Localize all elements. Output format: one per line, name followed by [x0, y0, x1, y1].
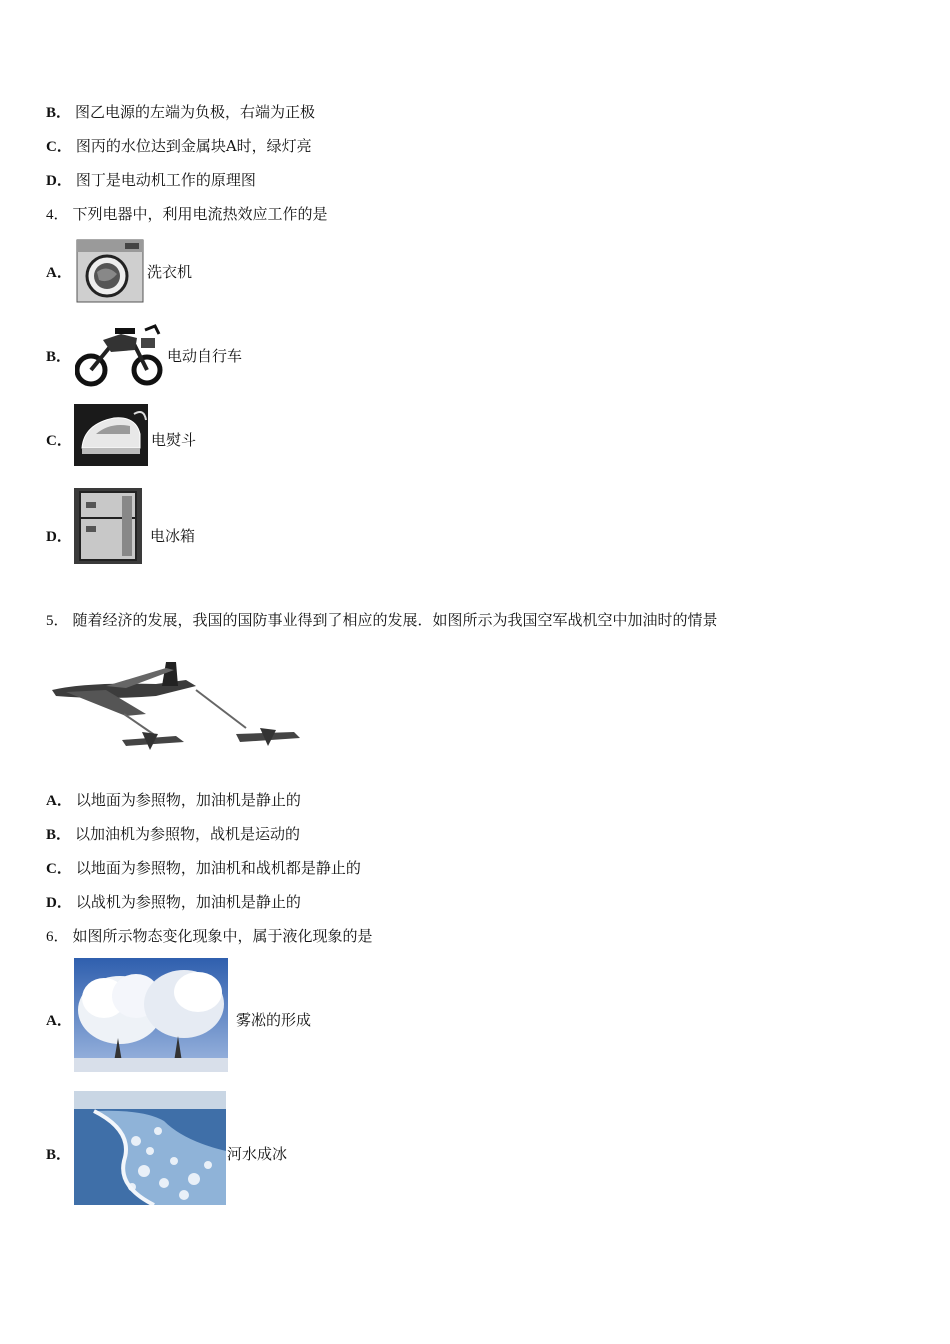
q6-option-a-letter [46, 1010, 76, 1031]
q5-option-d [46, 892, 301, 913]
option-text: 以地面为参照物，加油机和战机都是静止的 [75, 859, 361, 877]
option-text: 以加油机为参照物，战机是运动的 [75, 825, 301, 843]
option-letter: A． [46, 265, 72, 281]
aerial-refueling-image [46, 656, 304, 756]
washing-machine-image [75, 238, 145, 304]
q4-option-c-letter [46, 430, 76, 451]
refrigerator-image [74, 488, 142, 564]
q3-option-b [46, 102, 315, 123]
question-text: 如图所示物态变化现象中，属于液化现象的是 [72, 927, 373, 945]
rime-trees-image [74, 958, 228, 1072]
option-letter: D． [46, 529, 72, 545]
q4-option-b-letter [46, 346, 75, 367]
q6-option-b-caption: 河水成冰 [227, 1145, 288, 1163]
q4-option-b-caption: 电动自行车 [167, 347, 243, 365]
option-letter: B． [46, 349, 72, 365]
q6-option-b-letter [46, 1144, 75, 1165]
option-letter: B． [46, 827, 72, 843]
q5-option-b [46, 824, 300, 845]
river-ice-image [74, 1091, 226, 1205]
question-number: 5． [46, 613, 69, 629]
option-letter: C． [46, 139, 72, 155]
option-text: 图乙电源的左端为负极，右端为正极 [75, 103, 316, 121]
q5-option-a [46, 790, 301, 811]
question-number: 6． [46, 929, 69, 945]
question-number: 4． [46, 207, 69, 223]
q6-option-a-caption: 雾凇的形成 [236, 1011, 312, 1029]
option-letter: A． [46, 793, 72, 809]
electric-iron-image [74, 404, 148, 466]
electric-bicycle-image [75, 320, 165, 388]
q3-option-d [46, 170, 256, 191]
option-letter: D． [46, 895, 72, 911]
q4-stem [46, 204, 328, 225]
option-text: 图丙的水位达到金属块A时，绿灯亮 [75, 137, 312, 155]
q4-option-d-letter [46, 526, 76, 547]
q6-stem [46, 926, 373, 947]
question-text: 下列电器中，利用电流热效应工作的是 [72, 205, 328, 223]
q4-option-a-caption: 洗衣机 [147, 263, 193, 281]
option-letter: B． [46, 1147, 72, 1163]
option-text: 图丁是电动机工作的原理图 [75, 171, 256, 189]
option-letter: B． [46, 105, 72, 121]
option-letter: C． [46, 433, 72, 449]
q5-stem [46, 610, 718, 631]
option-letter: A． [46, 1013, 72, 1029]
question-text: 随着经济的发展，我国的国防事业得到了相应的发展．如图所示为我国空军战机空中加油时的情景 [72, 611, 718, 629]
q4-option-d-caption: 电冰箱 [150, 527, 196, 545]
q3-option-c [46, 136, 312, 157]
option-letter: C． [46, 861, 72, 877]
q4-option-c-caption: 电熨斗 [151, 431, 197, 449]
option-letter: D． [46, 173, 72, 189]
q5-option-c [46, 858, 361, 879]
q4-option-a-letter [46, 262, 76, 283]
option-text: 以地面为参照物，加油机是静止的 [75, 791, 301, 809]
option-text: 以战机为参照物，加油机是静止的 [75, 893, 301, 911]
